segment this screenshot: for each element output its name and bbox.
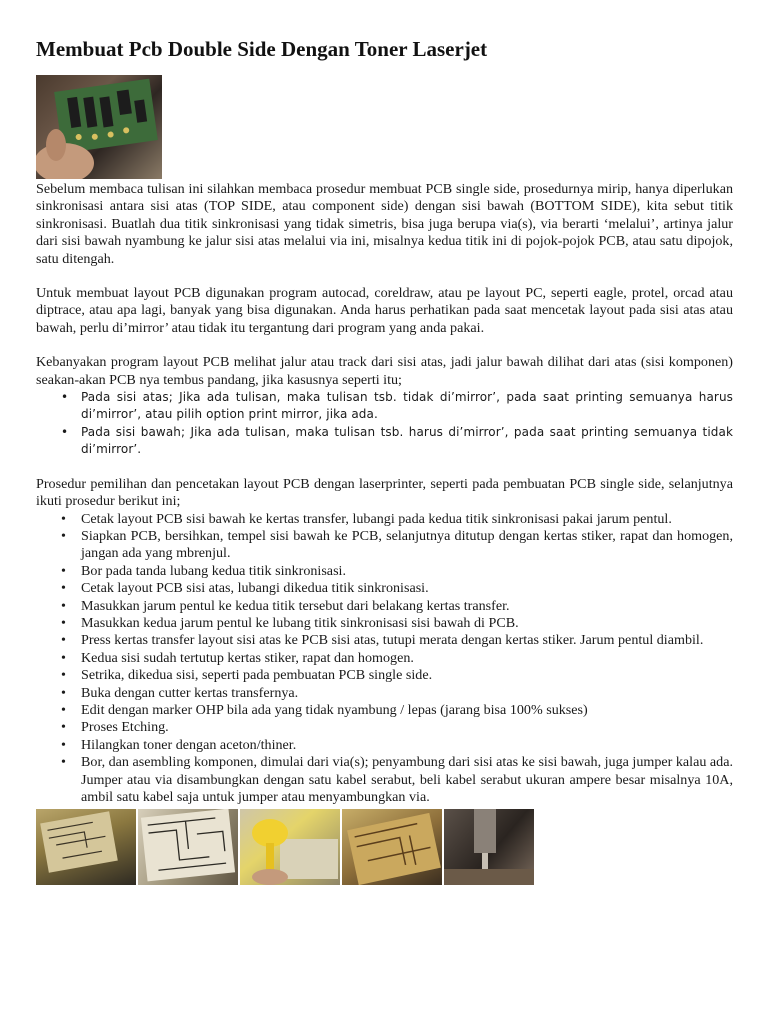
document-page [36,30,733,885]
layout-software-paragraph: Untuk membuat layout PCB digunakan program autocad, coreldraw, atau pe layout PC, seperti eagle, protel, orcad atau diptrace, atau apa lagi, banyak yang bisa digunakan. Anda harus perhatikan pada saat mencetak layout pada sisi atas atau bawah, perlu di’mirror’ atau tidak itu tergantung dari program yang anda pakai. [36,285,733,336]
pcb-photo-icon [36,75,162,179]
pcb-transfer-photo-icon [36,809,136,885]
list-item: • Press kertas transfer layout sisi atas ke PCB sisi atas, tutupi merata dengan kertas stiker. Jarum pentul diambil. [81,632,733,649]
list-item: • Cetak layout PCB sisi atas, lubangi dikedua titik sinkronisasi. [81,580,733,597]
list-item: • Kedua sisi sudah tertutup kertas stiker, rapat dan homogen. [81,650,733,667]
pcb-pin-photo-icon [240,809,340,885]
pcb-etched-photo-icon [342,809,442,885]
list-item: • Masukkan kedua jarum pentul ke lubang titik sinkronisasi sisi bawah di PCB. [81,615,733,632]
page-title: Membuat Pcb Double Side Dengan Toner Laserjet [36,37,488,61]
photo-strip [36,809,733,885]
list-item: • Bor pada tanda lubang kedua titik sinkronisasi. [81,563,733,580]
mirror-rules-list [36,389,733,459]
list-item: • Masukkan jarum pentul ke kedua titik tersebut dari belakang kertas transfer. [81,598,733,615]
intro-paragraph: Sebelum membaca tulisan ini silahkan membaca prosedur membuat PCB single side, prosedurnya mirip, hanya diperlukan sinkronisasi antara sisi atas (TOP SIDE, atau component side) dengan sisi bawah (BOTTOM SIDE), kita sebut titik sinkronisasi. Buatlah dua titik sinkronisasi yang tidak simetris, bisa juga berupa via(s), via berarti ‘melalui’, artinya jalur dari sisi bawah nyambung ke jalur sisi atas melalui via ini, misalnya kedua titik ini di pojok-pojok PCB, atau satu dipojok, satu ditengah. [36,181,733,267]
pcb-drill-photo-icon [444,809,534,885]
list-item: • Pada sisi bawah; Jika ada tulisan, maka tulisan tsb. harus di’mirror’, pada saat printing semuanya tidak di’mirror’. [81,424,733,459]
list-item: • Siapkan PCB, bersihkan, tempel sisi bawah ke PCB, selanjutnya ditutup dengan kertas stiker, rapat dan homogen, jangan ada yang mbrenjul. [81,528,733,563]
list-item: • Cetak layout PCB sisi bawah ke kertas transfer, lubangi pada kedua titik sinkronisasi pakai jarum pentul. [81,511,733,528]
list-item: • Buka dengan cutter kertas transfernya. [81,685,733,702]
list-item: • Setrika, dikedua sisi, seperti pada pembuatan PCB single side. [81,667,733,684]
list-item: • Bor, dan asembling komponen, dimulai dari via(s); penyambung dari sisi atas ke sisi bawah, juga jumper kalau ada. Jumper atau via disambungkan dengan satu kabel serabut, beli kabel serabut ukuran ampere besar misalnya 10A, ambil satu kabel saja untuk jumper atau menyambungkan via. [81,754,733,806]
list-item: • Proses Etching. [81,719,733,736]
track-view-paragraph: Kebanyakan program layout PCB melihat jalur atau track dari sisi atas, jadi jalur bawah dilihat dari atas (sisi komponen) seakan-akan PCB nya tembus pandang, jika kasusnya seperti itu; [36,354,733,388]
pcb-layout-photo-icon [138,809,238,885]
list-item: • Edit dengan marker OHP bila ada yang tidak nyambung / lepas (jarang bisa 100% sukses) [81,702,733,719]
procedure-intro-paragraph: Prosedur pemilihan dan pencetakan layout PCB dengan laserprinter, seperti pada pembuatan PCB single side, selanjutnya ikuti prosedur berikut ini; [36,475,733,510]
list-item: • Pada sisi atas; Jika ada tulisan, maka tulisan tsb. tidak di’mirror’, pada saat printing semuanya harus di’mirror’, atau pilih option print mirror, jika ada. [81,389,733,424]
procedure-steps-list [36,511,733,807]
list-item: • Hilangkan toner dengan aceton/thiner. [81,737,733,754]
